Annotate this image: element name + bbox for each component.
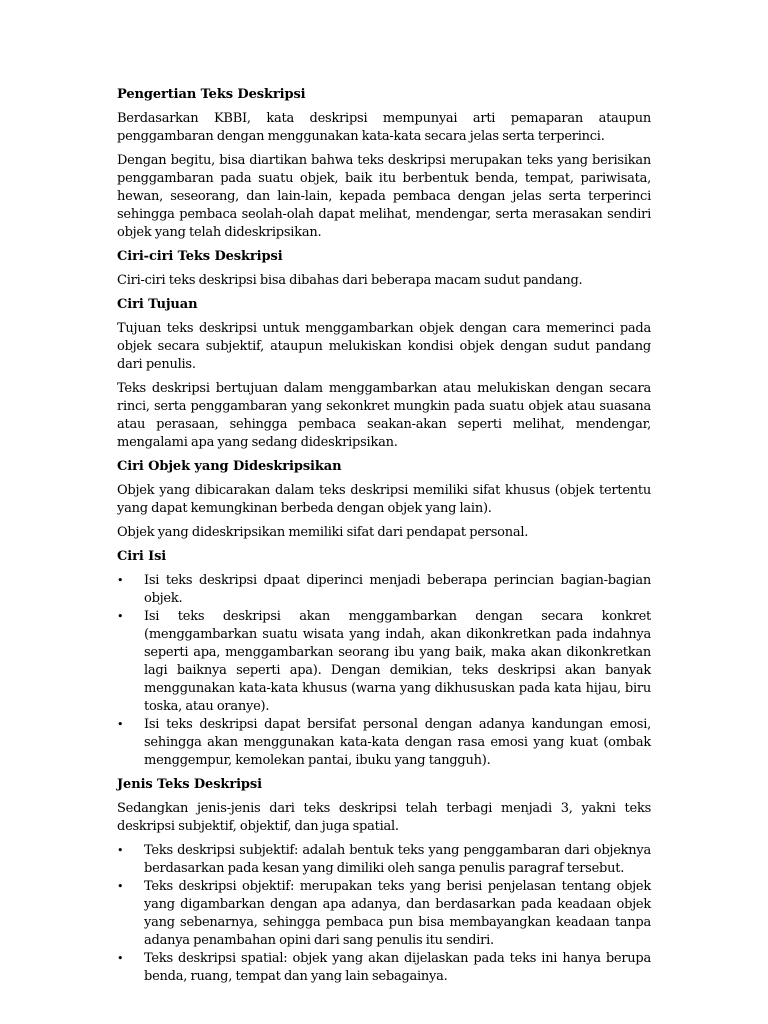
- paragraph: Dengan begitu, bisa diartikan bahwa teks deskripsi merupakan teks yang berisikan penggambaran pada suatu objek, baik itu berbentuk benda, tempat, pariwisata, hewan, seseorang, dan lain-lain, kepada pembaca dengan jelas serta terperinci sehingga pembaca seolah-olah dapat melihat, mendengar, serta merasakan sendiri objek yang telah dideskripsikan.: [117, 153, 651, 240]
- paragraph: Berdasarkan KBBI, kata deskripsi mempunyai arti pemaparan ataupun penggambaran dengan menggunakan kata-kata secara jelas serta terperinci.: [117, 111, 651, 144]
- bullet-icon: •: [117, 952, 124, 965]
- list-item-text: Isi teks deskripsi dapat bersifat personal dengan adanya kandungan emosi, sehingga akan menggunakan kata-kata dengan rasa emosi yang kuat (ombak menggempur, kemolekan pantai, ibuku yang tangguh).: [144, 717, 651, 768]
- list-item: [117, 572, 651, 608]
- bullet-icon: •: [117, 844, 124, 857]
- paragraph: Ciri-ciri teks deskripsi bisa dibahas dari beberapa macam sudut pandang.: [117, 273, 583, 288]
- bullet-icon: •: [117, 880, 124, 893]
- list-item: [117, 878, 651, 950]
- section-heading: Jenis Teks Deskripsi: [117, 777, 262, 792]
- paragraph: Objek yang dibicarakan dalam teks deskripsi memiliki sifat khusus (objek tertentu yang dapat kemungkinan berbeda dengan objek yang lain).: [117, 483, 651, 516]
- list-item-text: Isi teks deskripsi akan menggambarkan dengan secara konkret (menggambarkan suatu wisata yang indah, akan dikonkretkan pada indahnya seperti apa, menggambarkan seorang ibu yang baik, maka akan dikonkretkan lagi baiknya seperti apa). Dengan demikian, teks deskripsi akan banyak menggunakan kata-kata khusus (warna yang dikhususkan pada kata hijau, biru toska, atau oranye).: [144, 609, 651, 714]
- section-heading: Ciri Tujuan: [117, 297, 198, 312]
- list-item: [117, 950, 651, 986]
- list-item: [117, 842, 651, 878]
- bullet-icon: •: [117, 718, 124, 731]
- list-item-text: Isi teks deskripsi dpaat diperinci menjadi beberapa perincian bagian-bagian objek.: [144, 573, 651, 606]
- bullet-list: [117, 572, 651, 770]
- paragraph: Sedangkan jenis-jenis dari teks deskripsi telah terbagi menjadi 3, yakni teks deskripsi subjektif, objektif, dan juga spatial.: [117, 801, 651, 834]
- bullet-icon: •: [117, 610, 124, 623]
- section-heading: Ciri Isi: [117, 549, 167, 564]
- section-heading: Ciri Objek yang Dideskripsikan: [117, 459, 342, 474]
- list-item-text: Teks deskripsi subjektif: adalah bentuk teks yang penggambaran dari objeknya berdasarkan pada kesan yang dimiliki oleh sanga penulis paragraf tersebut.: [144, 843, 651, 876]
- list-item-text: Teks deskripsi spatial: objek yang akan dijelaskan pada teks ini hanya berupa benda, ruang, tempat dan yang lain sebagainya.: [144, 951, 651, 984]
- section-heading: Ciri-ciri Teks Deskripsi: [117, 249, 283, 264]
- list-item: [117, 608, 651, 716]
- paragraph: Objek yang dideskripsikan memiliki sifat dari pendapat personal.: [117, 525, 529, 540]
- paragraph: Teks deskripsi bertujuan dalam menggambarkan atau melukiskan dengan secara rinci, serta penggambaran yang sekonkret mungkin pada suatu objek atau suasana atau perasaan, sehingga pembaca seakan-akan seperti melihat, mendengar, mengalami apa yang sedang dideskripsikan.: [117, 381, 651, 450]
- list-item-text: Teks deskripsi objektif: merupakan teks yang berisi penjelasan tentang objek yang digambarkan dengan apa adanya, dan berdasarkan pada keadaan objek yang sebenarnya, sehingga pembaca pun bisa membayangkan keadaan tanpa adanya penambahan opini dari sang penulis itu sendiri.: [144, 879, 651, 948]
- bullet-icon: •: [117, 574, 124, 587]
- bullet-list: [117, 842, 651, 986]
- list-item: [117, 716, 651, 770]
- section-heading: Pengertian Teks Deskripsi: [117, 87, 306, 102]
- paragraph: Tujuan teks deskripsi untuk menggambarkan objek dengan cara memerinci pada objek secara subjektif, ataupun melukiskan kondisi objek dengan sudut pandang dari penulis.: [117, 321, 651, 372]
